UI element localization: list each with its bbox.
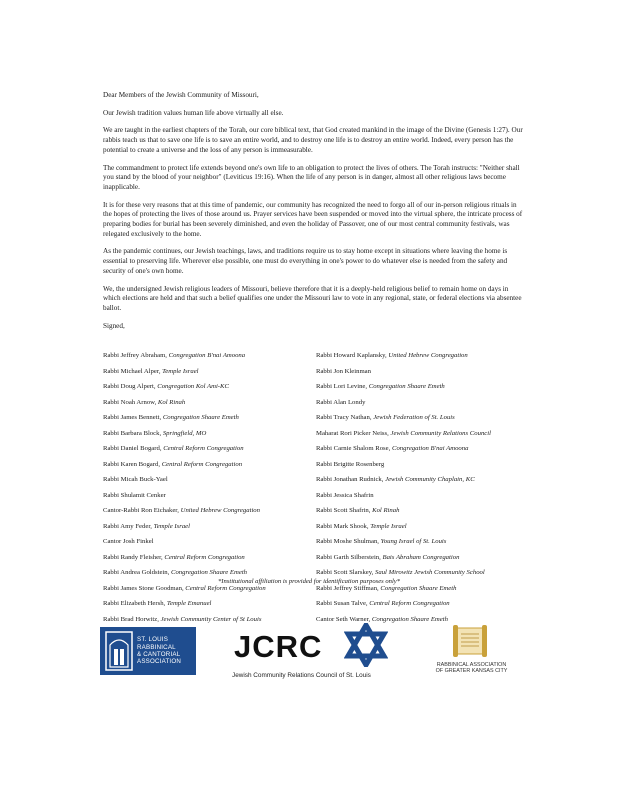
signatory-row [316,472,531,488]
signatory-name: Rabbi Jeffrey Stiffman, [316,584,381,592]
signatory-row [316,519,531,535]
paragraph: The commandment to protect life extends beyond one's own life to an obligation to protect the lives of others. The Torah instructs: "Neither shall you stand by the blood of your neighbor" (Leviticus 19:16). When the life of any person is in danger, almost all other religious laws become inapplicable. [103,163,520,191]
logo-line: & CANTORIAL [137,651,181,658]
signatory-name: Rabbi Alan Londy [316,398,366,406]
signatory-affiliation: Saul Mirowitz Jewish Community School [375,569,485,576]
signatory-name: Rabbi Amy Feder, [103,522,154,530]
signatory-row [103,379,318,395]
salutation: Dear Members of the Jewish Community of Missouri, [103,91,259,99]
logo-line: ST. LOUIS [137,636,169,644]
signatory-affiliation: Springfield, MO [162,429,207,437]
signatory-name: Rabbi Susan Talve, [316,600,370,607]
signatory-affiliation: Congregation Kol Ami-KC [157,383,229,390]
signatory-affiliation: Central Reform Congregation [161,460,243,468]
signatory-affiliation: Congregation Shaare Emeth [380,584,457,592]
signatory-row [103,472,318,488]
paragraph: We, the undersigned Jewish religious leaders of Missouri, believe therefore that it is a deeply-held religious belief to remain home on days in which elections are held and that such a belief qualifies one under the Missouri law to vote in any regional, state, or federal elections via absentee ballot. [103,284,522,312]
logo-line: RABBINICAL ASSOCIATION [436,662,507,668]
signatory-affiliation: Congregation Shaare Emeth [162,414,239,421]
signatory-name: Rabbi Carnie Shalom Rose, [316,445,392,452]
signatory-name: Cantor-Rabbi Ron Eichaker, [103,507,181,514]
signatory-affiliation: Temple Israel [162,367,199,375]
signatory-row [103,534,318,550]
signatory-name: Rabbi Micah Buck-Yael [103,476,168,483]
signatory-row [103,519,318,535]
signatory-name: Rabbi Brad Horwitz, [103,615,161,623]
signatory-name: Rabbi Noah Arnow, [103,398,158,406]
signatory-affiliation: Congregation Shaare Emeth [371,615,448,623]
signatory-name: Rabbi Karen Bogard, [103,460,162,468]
signatory-row [103,348,318,364]
signatory-affiliation: United Hebrew Congregation [180,507,260,514]
signatory-name: Rabbi Jeffrey Abraham, [103,352,169,359]
signatory-affiliation: Jewish Community Chaplain, KC [385,476,475,483]
signatory-affiliation: Young Israel of St. Louis [380,538,447,545]
logo-line: ASSOCIATION [137,658,182,666]
signatory-name: Rabbi Shulamit Cenker [103,491,166,499]
logo-line: RABBINICAL [137,643,176,651]
signatory-name: Rabbi Michael Alper, [103,367,163,375]
signatory-name: Rabbi Barbara Block, [103,429,163,437]
torah-scroll-icon [450,624,490,658]
signatory-name: Cantor Josh Finkel [103,538,154,545]
signatory-affiliation: Bais Abraham Congregation [382,553,460,561]
signatory-affiliation: Temple Israel [370,522,407,530]
signatory-affiliation: Temple Israel [153,522,190,530]
signatory-row [103,364,318,380]
signatory-row [103,550,318,566]
signed-label: Signed, [103,321,125,330]
signatory-row [103,488,318,504]
signatory-row [316,488,531,504]
signatory-name: Rabbi Doug Alpert, [103,383,158,390]
signatory-row [103,410,318,426]
signatory-affiliation: Congregation Shaare Emeth [368,383,445,390]
signatory-affiliation: Congregation B'nai Amoona [168,352,246,359]
signatory-row [103,503,318,519]
signatory-row [316,596,531,612]
signatory-row [316,503,531,519]
signatory-row [316,364,531,380]
signatory-affiliation: Jewish Federation of St. Louis [373,414,455,421]
signatory-name: Maharat Rori Picker Neiss, [316,429,391,437]
signatory-name: Rabbi Garth Silberstein, [316,553,383,561]
signatories-left-column [103,348,318,627]
signatory-affiliation: Temple Emanuel [166,600,212,607]
signatory-row [103,426,318,442]
signatory-name: Rabbi James Bennett, [103,414,163,421]
signatory-name: Rabbi Moshe Shulman, [316,538,381,545]
signatory-name: Rabbi James Stone Goodman, [103,584,186,592]
signatory-row [316,426,531,442]
signatory-affiliation: Central Reform Congregation [164,553,245,561]
signatory-name: Rabbi Howard Kaplansky, [316,352,389,359]
signatory-affiliation: Congregation Shaare Emeth [170,569,248,576]
ark-emblem-icon [105,631,133,671]
signatory-row [316,534,531,550]
signatory-name: Cantor Seth Warner, [316,615,372,623]
jcrc-wordmark: JCRC [234,629,323,664]
paragraph: Our Jewish tradition values human life above virtually all else. [103,108,284,117]
signatory-name: Rabbi Andrea Goldstein, [103,569,171,576]
signatory-affiliation: Jewish Community Relations Council [390,429,491,437]
signatory-name: Rabbi Randy Fleisher, [103,553,165,561]
signatory-name: Rabbi Jonathan Rudnick, [316,476,386,483]
signatories-right-column [316,348,531,627]
signatory-affiliation: Kol Rinah [157,398,186,406]
signatory-name: Rabbi Scott Slarskey, [316,569,376,576]
letter-body [103,91,523,339]
signatory-row [316,550,531,566]
signatory-row [316,457,531,473]
signatory-name: Rabbi Lori Levine, [316,383,369,390]
signatory-affiliation: Kol Rinah [372,507,400,514]
signatory-row [103,441,318,457]
signatory-name: Rabbi Tracy Nathan, [316,414,374,421]
signatory-row [103,457,318,473]
jcrc-logo [232,621,402,691]
signatory-name: Rabbi Brigitte Rosenberg [316,460,385,468]
signatory-affiliation: Congregation B'nai Amoona [391,445,469,452]
signatory-name: Rabbi Elizabeth Hersh, [103,600,167,607]
signatory-row [103,596,318,612]
logo-line: OF GREATER KANSAS CITY [435,668,508,675]
signatory-name: Rabbi Jon Kleinman [316,367,371,375]
signatory-row [316,410,531,426]
paragraph: We are taught in the earliest chapters of the Torah, our core biblical text, that God created mankind in the image of the Divine (Genesis 1:27). Our rabbis teach us that to save one life is to save an entire world, and to destroy one life is to destroy an entire world. Indeed, every person has the potential to create a universe and the loss of any person is immeasurable. [103,126,523,154]
signatory-affiliation: Central Reform Congregation [369,600,450,607]
star-of-david-icon [344,623,388,667]
signatory-affiliation: Central Reform Congregation [185,584,266,592]
signatory-affiliation: Jewish Community Center of St Louis [160,615,262,623]
signatory-row [316,379,531,395]
signatory-name: Rabbi Daniel Bogard, [103,445,164,452]
rabbinical-association-kansas-city-logo [424,624,519,684]
paragraph: As the pandemic continues, our Jewish teachings, laws, and traditions require us to stay home except in situations where leaving the home is essential to preserving life. Wherever else possible, one must do everything in one's power to do whatever else is needed from the safety and security of one's own home. [103,247,508,275]
signatory-name: Rabbi Mark Shook, [316,522,371,530]
signatory-affiliation: Central Reform Congregation [163,445,244,452]
signatory-name: Rabbi Scott Shafrin, [316,507,373,514]
jcrc-subtitle: Jewish Community Relations Council of St. Louis [232,672,371,679]
signatory-name: Rabbi Jessica Shafrin [316,491,374,499]
signatory-row [316,395,531,411]
signatory-row [316,348,531,364]
signatory-row [316,441,531,457]
signatory-row [103,395,318,411]
st-louis-rabbinical-association-logo [100,627,196,675]
signatory-affiliation: United Hebrew Congregation [388,352,468,359]
affiliation-footnote: *Institutional affiliation is provided for identification purposes only* [218,578,400,585]
paragraph: It is for these very reasons that at this time of pandemic, our community has recognized the need to forgo all of our in-person religious rituals in the hopes of protecting the lives of those around us. Prayer services have been suspended or moved into the virtual sphere, the intricate process of preparing bodies for burial has been severely diminished, and even the holiday of Passover, one of our most central community festivals, was relegated exclusively to the home. [103,200,523,238]
